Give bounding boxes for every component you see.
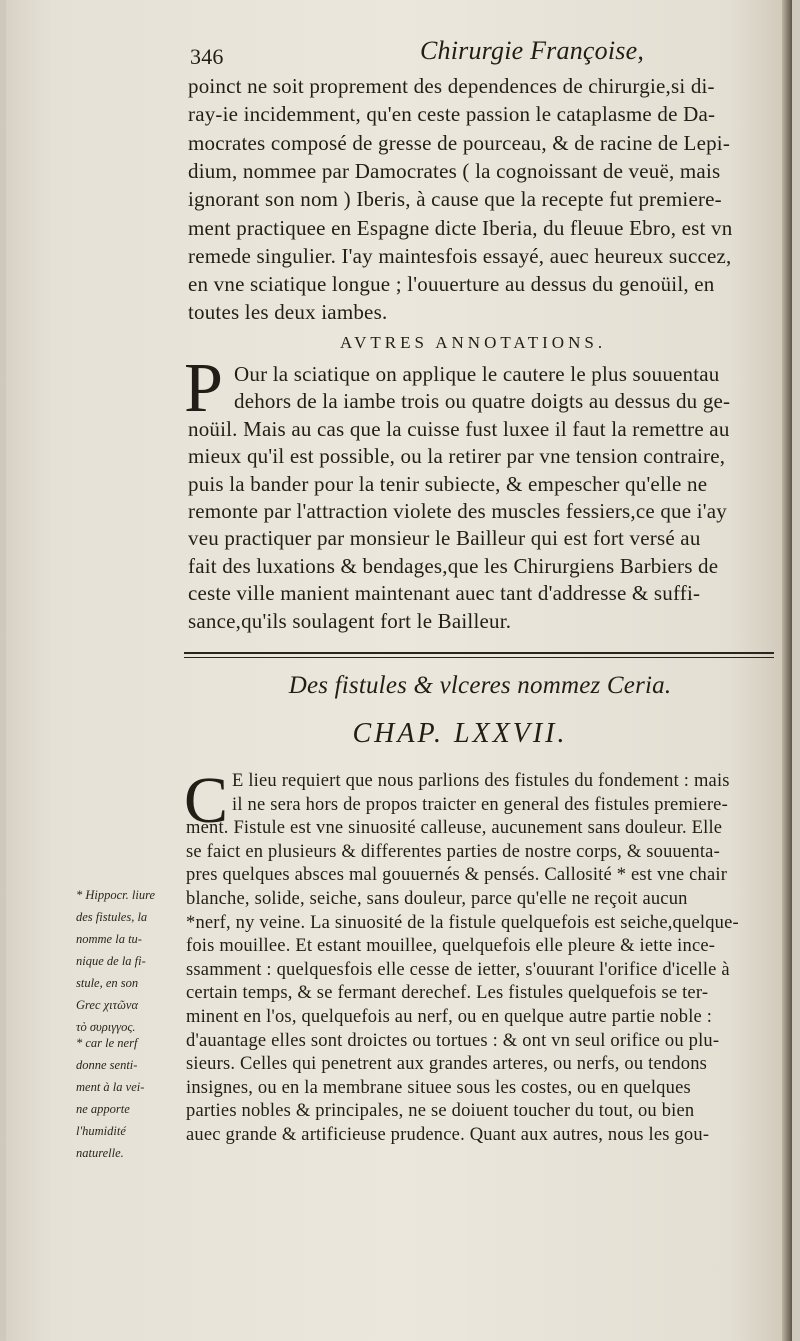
text-line: mieux qu'il est possible, ou la retirer par vne tension contraire, <box>188 444 726 469</box>
section-rule-2 <box>184 657 774 658</box>
text-line: se faict en plusieurs & differentes parties de nostre corps, & souuenta- <box>186 841 720 862</box>
chapter-dropcap: C <box>184 764 229 837</box>
chapter-number: CHAP. LXXVII. <box>352 718 568 749</box>
text-line: ceste ville manient maintenant auec tant d'addresse & suffi- <box>188 581 701 606</box>
text-line: minent en l'os, quelquefois au nerf, ou en quelque autre partie noble : <box>186 1007 713 1027</box>
text-line: l'humidité <box>76 1124 126 1138</box>
text-line: parties nobles & principales, ne se doiuent toucher du tout, ou bien <box>186 1101 695 1122</box>
text-line: remonte par l'attraction violete des muscles fessiers,ce que i'ay <box>188 499 727 523</box>
text-line: naturelle. <box>76 1146 124 1160</box>
text-line: ssamment : quelquesfois elle cesse de ietter, s'ouurant l'orifice d'icelle à <box>186 959 730 980</box>
text-line: dehors de la iambe trois ou quatre doigts au dessus du ge- <box>234 389 731 414</box>
chapter-title: Des fistules & vlceres nommez Ceria. <box>288 672 672 699</box>
text-line: nique de la fi- <box>76 954 146 968</box>
text-line: nomme la tu- <box>76 932 142 946</box>
text-line: dium, nommee par Damocrates ( la cognoissant de veuë, mais <box>188 158 721 183</box>
text-line: ne apporte <box>76 1102 130 1116</box>
text-line: remede singulier. I'ay maintesfois essayé, auec heureux succez, <box>188 243 732 268</box>
text-line: en vne sciatique longue ; l'ouuerture au dessus du genoüil, en <box>188 272 715 297</box>
section-rule <box>184 652 774 654</box>
text-line: τὸ συριγγος. <box>76 1020 136 1034</box>
text-line: donne senti- <box>76 1058 138 1072</box>
text-line: * car le nerf <box>76 1036 138 1050</box>
annotations-heading: AVTRES ANNOTATIONS. <box>340 333 607 352</box>
text-line: blanche, solide, seiche, sans douleur, parce qu'elle ne reçoit aucun <box>186 889 688 909</box>
running-title: Chirurgie Françoise, <box>420 36 645 65</box>
text-line: ment. Fistule est vne sinuosité calleuse, aucunement sans douleur. Elle <box>186 818 723 839</box>
text-line: puis la bander pour la tenir subiecte, & empescher qu'elle ne <box>188 471 708 496</box>
text-line: ment practiquee en Espagne dicte Iberia, du fleuue Ebro, est vn <box>188 215 733 240</box>
text-line: ment à la vei- <box>76 1080 145 1094</box>
text-line: il ne sera hors de propos traicter en general des fistules premiere- <box>232 794 728 815</box>
text-line: fait des luxations & bendages,que les Chirurgiens Barbiers de <box>188 553 719 578</box>
text-line: certain temps, & se fermant derechef. Les fistules quelquefois se ter- <box>186 983 709 1004</box>
text-line: sieurs. Celles qui penetrent aux grandes arteres, ou nerfs, ou tendons <box>186 1054 708 1075</box>
page-number: 346 <box>190 44 224 69</box>
text-line: E lieu requiert que nous parlions des fistules du fondement : mais <box>232 771 730 791</box>
text-line: stule, en son <box>76 976 139 990</box>
text-line: ignorant son nom ) Iberis, à cause que la recepte fut premiere- <box>188 187 722 212</box>
text-line: veu practiquer par monsieur le Bailleur qui est fort versé au <box>188 526 701 551</box>
text-line: d'auantage elles sont droictes ou tortues : & ont vn seul orifice ou plu- <box>186 1030 720 1051</box>
text-line: *nerf, ny veine. La sinuosité de la fistule quelquefois est seiche,quelque- <box>186 912 739 933</box>
text-line: auec grande & artificieuse prudence. Quant aux autres, nous les gou- <box>186 1125 710 1145</box>
text-line: * Hippocr. liure <box>76 888 156 902</box>
text-line: pres quelques absces mal gouuernés & pensés. Callosité * est vne chair <box>186 865 728 886</box>
text-line: poinct ne soit proprement des dependences de chirurgie,si di- <box>188 74 715 98</box>
text-line: insignes, ou en la membrane situee sous les costes, ou en quelques <box>186 1077 691 1098</box>
text-line: fois mouillee. Et estant mouillee, quelquefois elle pleure & iette ince- <box>186 936 716 957</box>
text-line: ray-ie incidemment, qu'en ceste passion le cataplasme de Da- <box>188 102 716 127</box>
page-edge-shadow <box>782 0 792 1341</box>
text-line: sance,qu'ils soulagent fort le Bailleur. <box>188 608 512 633</box>
text-line: Grec χιτῶνα <box>76 998 139 1012</box>
text-line: Our la sciatique on applique le cautere le plus souuentau <box>234 362 720 386</box>
text-line: noüil. Mais au cas que la cuisse fust luxee il faut la remettre au <box>188 416 730 441</box>
text-line: toutes les deux iambes. <box>188 300 388 325</box>
annotations-dropcap: P <box>184 350 223 427</box>
text-line: mocrates composé de gresse de pourceau, & de racine de Lepi- <box>188 130 731 155</box>
text-line: des fistules, la <box>76 910 148 924</box>
